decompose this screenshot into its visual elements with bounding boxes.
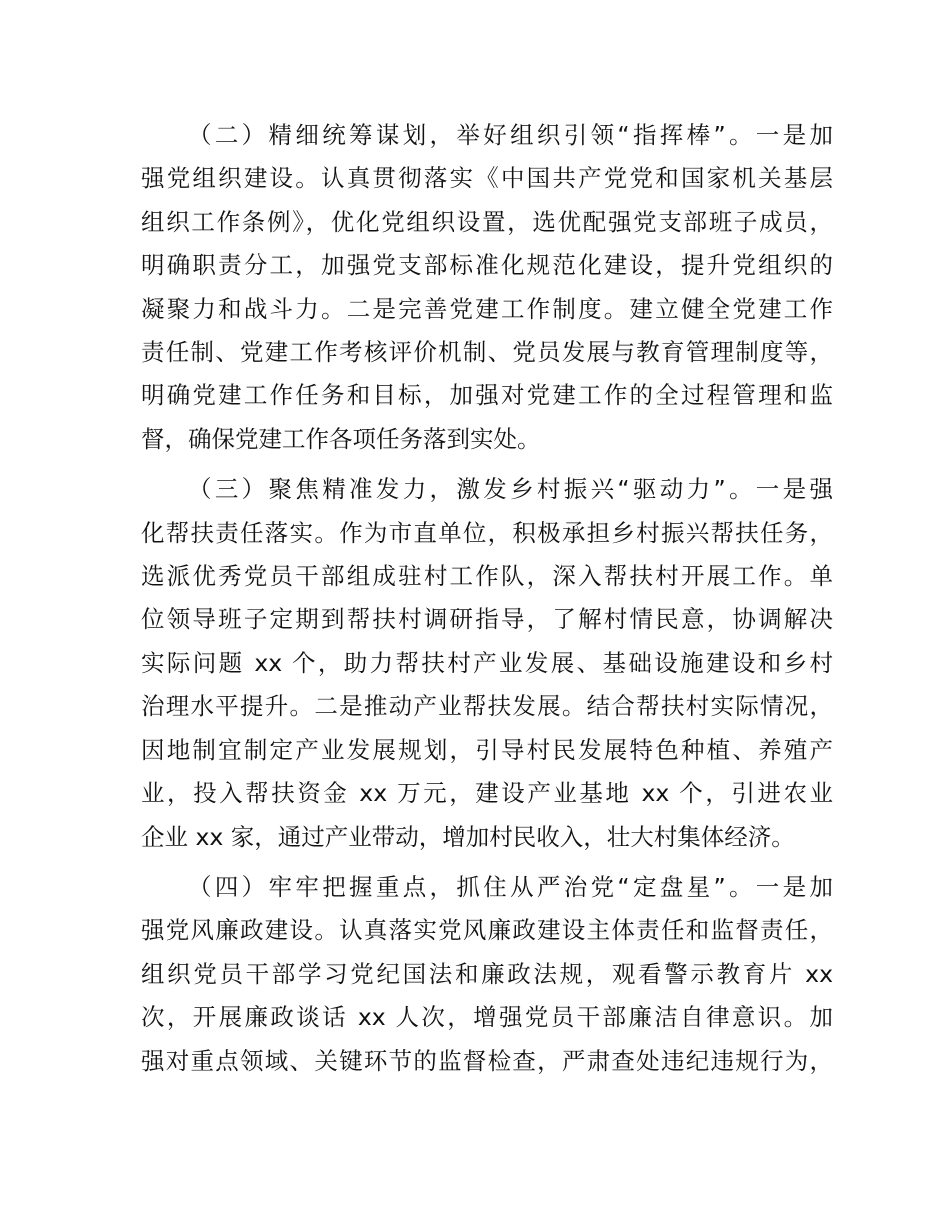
text-line: 强党组织建设。认真贯彻落实《中国共产党党和国家机关基层: [141, 164, 833, 193]
text-line: 位领导班子定期到帮扶村调研指导，了解村情民意，协调解决: [141, 605, 833, 634]
text-line: 业，投入帮扶资金 xx 万元，建设产业基地 xx 个，引进农业: [141, 779, 833, 808]
text-line: 明确党建工作任务和目标，加强对党建工作的全过程管理和监: [141, 381, 833, 410]
document-body: [141, 114, 833, 1083]
text-line: 强党风廉政建设。认真落实党风廉政建设主体责任和监督责任，: [141, 916, 833, 945]
text-line: 因地制宜制定产业发展规划，引导村民发展特色种植、养殖产: [141, 735, 833, 764]
paragraph-section-4: [141, 866, 833, 1083]
text-line: 督，确保党建工作各项任务落到实处。: [141, 424, 541, 453]
text-line: 责任制、党建工作考核评价机制、党员发展与教育管理制度等，: [141, 338, 833, 367]
text-line: 化帮扶责任落实。作为市直单位，积极承担乡村振兴帮扶任务，: [141, 518, 833, 547]
text-line: 治理水平提升。二是推动产业帮扶发展。结合帮扶村实际情况，: [141, 692, 833, 721]
paragraph-section-2: [141, 114, 833, 461]
text-line: 组织党员干部学习党纪国法和廉政法规，观看警示教育片 xx: [141, 959, 833, 988]
text-line: （三）聚焦精准发力，激发乡村振兴“驱动力”。一是强: [188, 475, 833, 504]
text-line: 实际问题 xx 个，助力帮扶村产业发展、基础设施建设和乡村: [141, 648, 833, 677]
text-line: （二）精细统筹谋划，举好组织引领“指挥棒”。一是加: [188, 121, 833, 149]
text-line: （四）牢牢把握重点，抓住从严治党“定盘星”。一是加: [188, 872, 833, 901]
text-line: 强对重点领域、关键环节的监督检查，严肃查处违纪违规行为，: [141, 1046, 833, 1075]
text-line: 凝聚力和战斗力。二是完善党建工作制度。建立健全党建工作: [141, 294, 833, 323]
paragraph-section-3: [141, 468, 833, 859]
text-line: 明确职责分工，加强党支部标准化规范化建设，提升党组织的: [141, 251, 833, 280]
text-line: 企业 xx 家，通过产业带动，增加村民收入，壮大村集体经济。: [141, 822, 795, 851]
text-line: 次，开展廉政谈话 xx 人次，增强党员干部廉洁自律意识。加: [141, 1003, 833, 1032]
text-line: 组织工作条例》，优化党组织设置，选优配强党支部班子成员，: [141, 207, 833, 236]
text-line: 选派优秀党员干部组成驻村工作队，深入帮扶村开展工作。单: [141, 562, 833, 591]
